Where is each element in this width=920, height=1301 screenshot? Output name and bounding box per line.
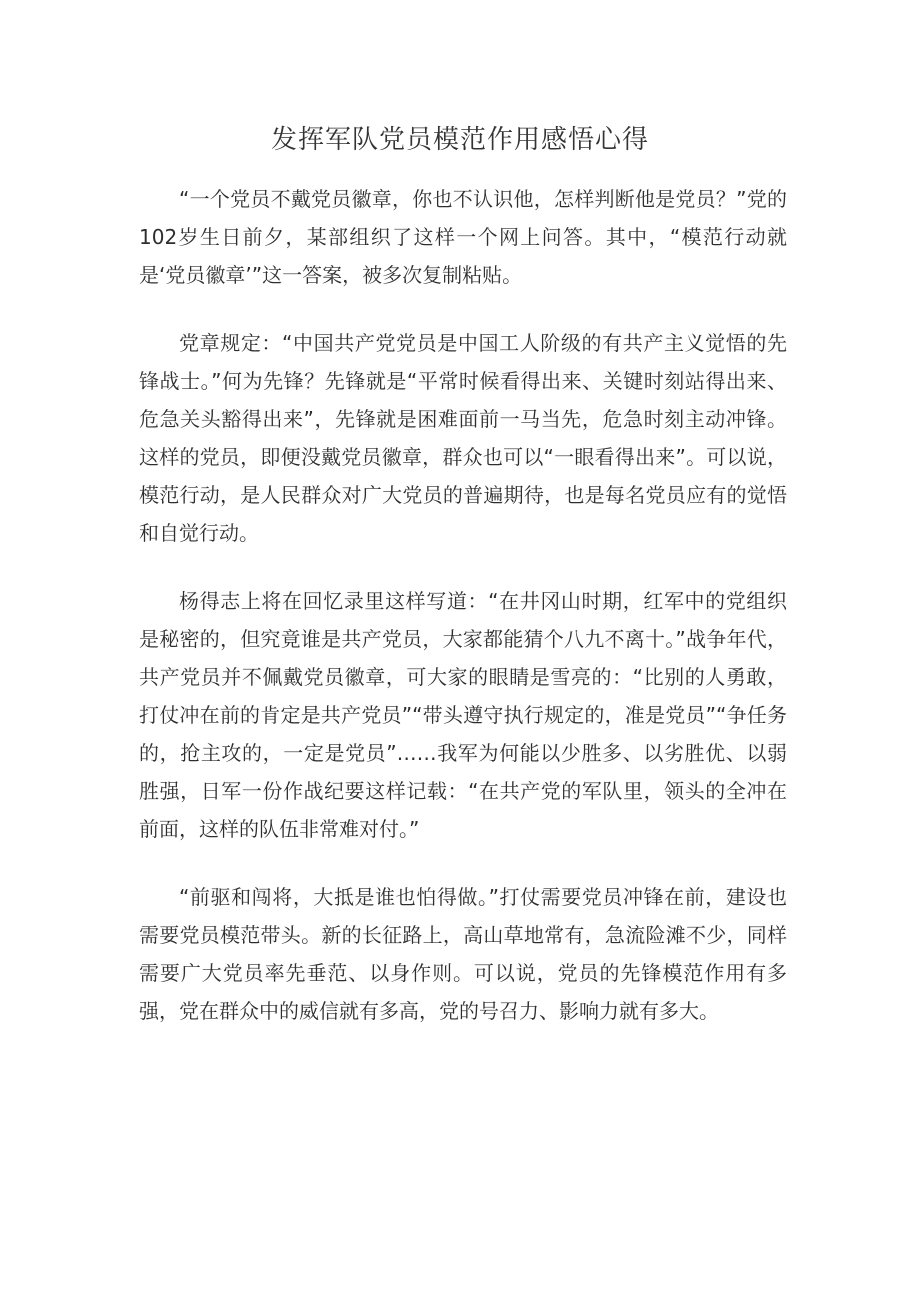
document-title: 发挥军队党员模范作用感悟心得 (270, 125, 649, 155)
paragraph-1: “一个党员不戴党员徽章，你也不认识他，怎样判断他是党员？”党的102岁生日前夕，某部组织了这样一个网上问答。其中，“模范行动就是‘党员徽章’”这一答案，被多次复制粘贴。 (139, 187, 787, 287)
paragraph-4: “前驱和闯将，大抵是谁也怕得做。”打仗需要党员冲锋在前，建设也需要党员模范带头。新的长征路上，高山草地常有，急流险滩不少，同样需要广大党员率先垂范、以身作则。可以说，党员的先锋模范作用有多强，党在群众中的威信就有多高，党的号召力、影响力就有多大。 (139, 885, 787, 1023)
paragraph-2: 党章规定：“中国共产党党员是中国工人阶级的有共产主义觉悟的先锋战士。”何为先锋？先锋就是“平常时候看得出来、关键时刻站得出来、危急关头豁得出来”，先锋就是困难面前一马当先，危急时刻主动冲锋。这样的党员，即便没戴党员徽章，群众也可以“一眼看得出来”。可以说，模范行动，是人民群众对广大党员的普遍期待，也是每名党员应有的觉悟和自觉行动。 (139, 331, 787, 545)
paragraph-3: 杨得志上将在回忆录里这样写道：“在井冈山时期，红军中的党组织是秘密的，但究竟谁是共产党员，大家都能猜个八九不离十。”战争年代，共产党员并不佩戴党员徽章，可大家的眼睛是雪亮的：“比别的人勇敢，打仗冲在前的肯定是共产党员”“带头遵守执行规定的，准是党员”“争任务的，抢主攻的，一定是党员”……我军为何能以少胜多、以劣胜优、以弱胜强，日军一份作战纪要这样记载：“在共产党的军队里，领头的全冲在前面，这样的队伍非常难对付。” (139, 589, 787, 841)
document-body (139, 180, 787, 1030)
